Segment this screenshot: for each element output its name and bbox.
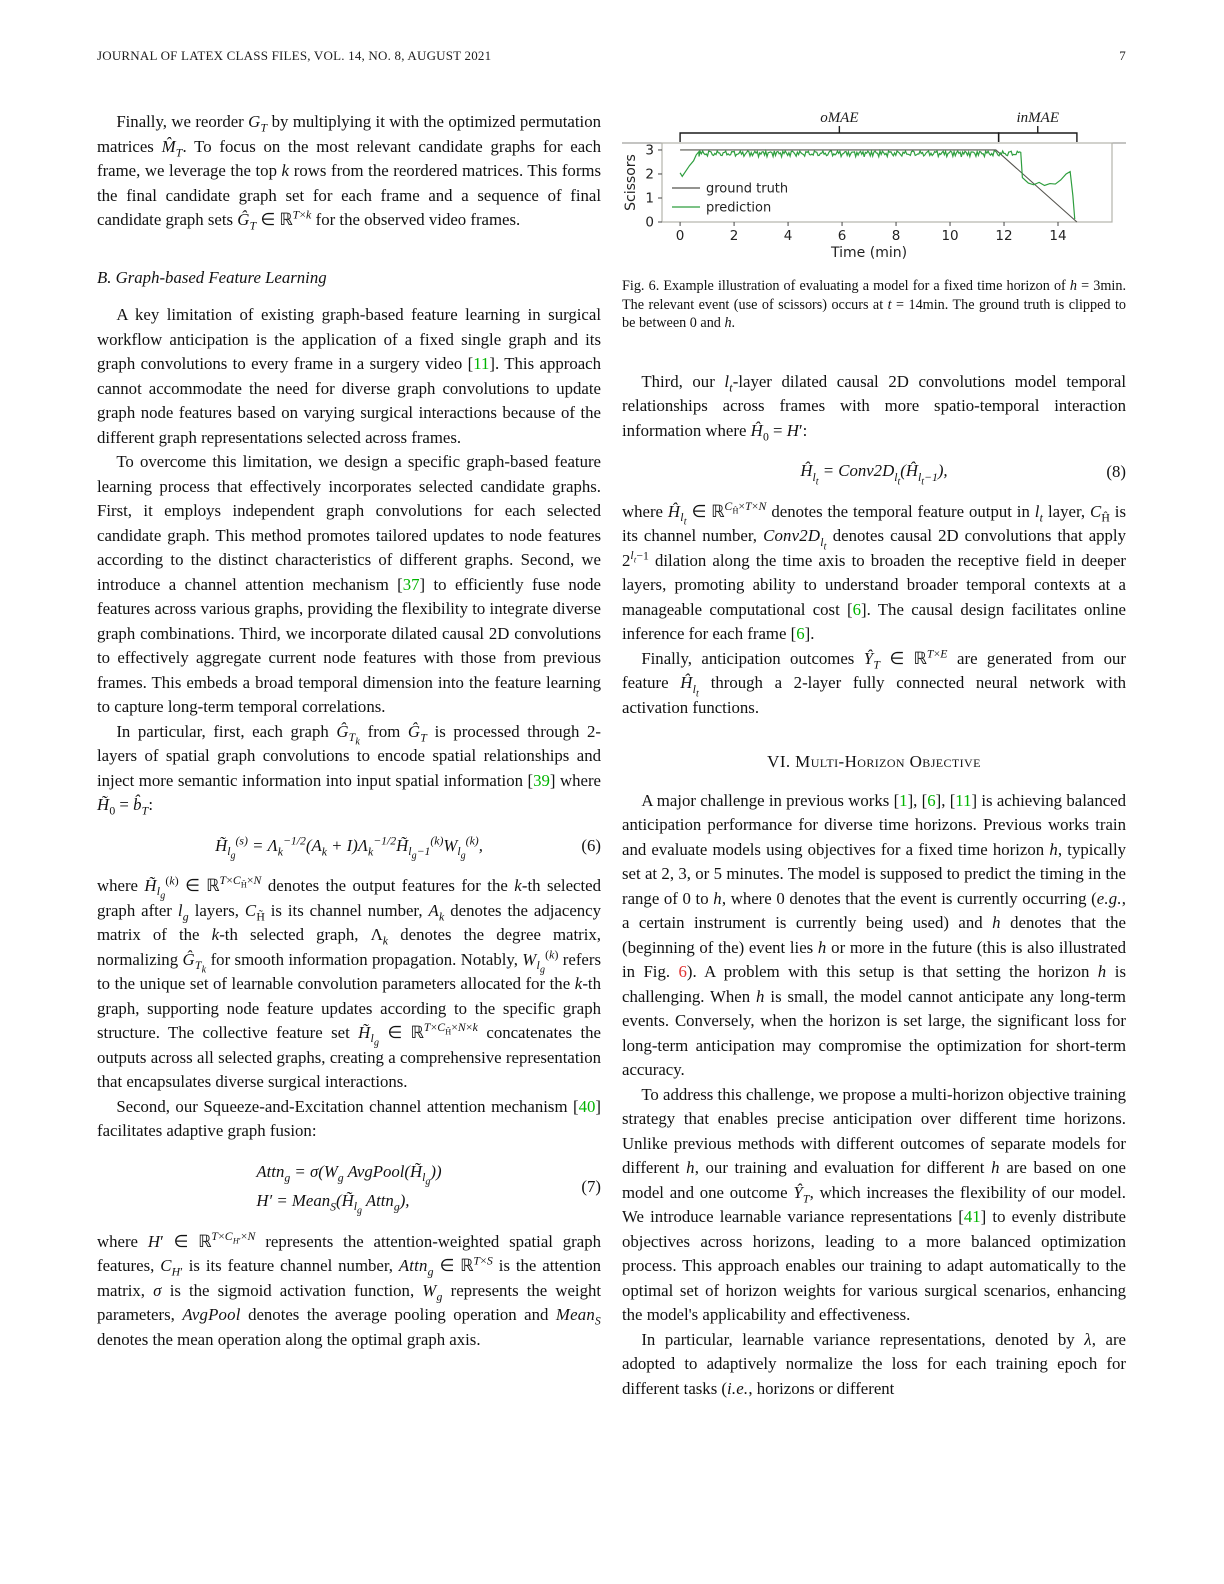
para-key-limitation: A key limitation of existing graph-based feature learning in surgical workflow anticipation is the application of a fixed single graph and its graph convolutions to every frame in a surgery video [11]. This approach cannot accommodate the need for diverse graph convolutions to update graph node features based on varying surgical interactions because of the different graph representations selected across frames. <box>97 305 601 447</box>
right-column <box>622 100 1126 1401</box>
para-address-challenge: To address this challenge, we propose a multi-horizon objective training strategy that enables precise anticipation over different time horizons. Unlike previous methods with different outcomes of separate models for different h, our training and evaluation for different h are based on one model and one outcome $Ŷ_T$, which increases the flexibility of our model. We introduce learnable variance representations [41] to evenly distribute objectives across horizons, leading to a more balanced optimization process. This approach enables our training to adapt automatically to the optimal set of horizon weights for various surgical scenarios, enhancing the model's applicability and effectiveness. <box>622 1084 1126 1325</box>
x-tick-label: 6 <box>837 228 847 244</box>
equation-8-number: (8) <box>1106 461 1126 481</box>
equation-7 <box>97 1160 601 1217</box>
citation-link[interactable]: 6 <box>927 790 936 810</box>
equation-6-body: $H̃_{l_g}^{(s)} = \Lambda_k^{-1/2}(A_k$ + $I)\Lambda_k^{-1/2}H̃_{l_g-1}^{(k)}W_{l_g}^{(k)}$, <box>215 833 483 862</box>
citation-link[interactable]: 6 <box>796 624 805 644</box>
y-tick-label: 1 <box>645 190 654 207</box>
figure-6-chart <box>622 100 1126 268</box>
para-where-temporal: where $Ĥ_{l_t}$ ∈ ℝ$^{C_Ĥ\times T\times N}$ denotes the temporal feature output in $l_t$ layer, $C_Ĥ$ is its channel number, $Conv2D_{l_t}$ denotes causal 2D convolutions that apply $2^{l_t-1}$ dilation along the time axis to broaden the receptive field in deeper layers, promoting ability to understand broader temporal contexts at a manageable computational cost [6]. The causal design facilitates online inference for each frame [6]. <box>622 500 1126 644</box>
x-tick-label: 12 <box>995 228 1013 244</box>
page-number: 7 <box>1119 48 1126 63</box>
x-tick-label: 14 <box>1049 228 1067 244</box>
equation-6 <box>97 833 601 862</box>
equation-7-line1: Attn$_g$ = $\sigma(W_g$ $AvgPool(H̃_{l_g})$) <box>256 1161 442 1188</box>
x-tick-label: 4 <box>783 228 793 244</box>
citation-link[interactable]: 1 <box>899 790 908 810</box>
figure-6-caption: Fig. 6. Example illustration of evaluating a model for a fixed time horizon of h = 3min. The relevant event (use of scissors) occurs at t = 14min. The ground truth is clipped to be between 0 and h. <box>622 278 1126 332</box>
citation-link[interactable]: 40 <box>578 1096 596 1116</box>
x-tick-label: 10 <box>941 228 959 244</box>
citation-link[interactable]: 37 <box>402 574 420 594</box>
figure-reference[interactable]: 6 <box>678 962 687 982</box>
citation-link[interactable]: 39 <box>533 770 550 790</box>
para-in-particular-first: In particular, first, each graph $Ĝ_{T_k}$ from $Ĝ_T$ is processed through 2-layers of spatial graph convolutions to encode spatial relationships and inject more semantic information into input spatial information [39] where $H̃_0$ = $b̂_T$: <box>97 721 601 818</box>
citation-link[interactable]: 11 <box>955 790 972 810</box>
x-tick-label: 8 <box>891 228 901 244</box>
citation-link[interactable]: 11 <box>473 354 490 373</box>
section-heading-vi: VI. Multi-Horizon Objective <box>767 752 981 772</box>
y-axis-label: Scissors <box>623 154 639 211</box>
section-heading-b: B. Graph-based Feature Learning <box>97 267 327 287</box>
para-learnable-variance: In particular, learnable variance representations, denoted by λ, are adopted to adaptively normalize the loss for each training epoch for different tasks (i.e., horizons or different <box>622 1329 1126 1398</box>
equation-7-body <box>256 1160 442 1217</box>
annotation-bracket <box>999 126 1077 142</box>
x-axis-label: Time (min) <box>831 245 908 261</box>
figure-6 <box>622 100 1126 333</box>
y-tick-label: 3 <box>645 142 654 159</box>
equation-8 <box>622 459 1126 487</box>
citation-link[interactable]: 6 <box>852 599 862 619</box>
equation-6-number: (6) <box>581 835 601 855</box>
left-column <box>97 110 601 1352</box>
y-tick-label: 2 <box>645 166 654 183</box>
annotation-bracket <box>680 126 999 142</box>
para-overcome-limitation: To overcome this limitation, we design a specific graph-based feature learning process that effectively incorporates selected candidate graphs. First, it employs independent graph convolutions for each selected candidate graph. This method promotes tailored updates to node features according to the distinct characteristics of different graphs. Second, we introduce a channel attention mechanism [37] to efficiently fuse node features across various graphs, providing the flexibility to integrate diverse graph combinations. Third, we incorporate dilated causal 2D convolutions to effectively aggregate current node features with those from previous frames. This embeds a broad temporal dimension into the feature learning to capture long-term temporal correlations. <box>97 452 601 716</box>
para-finally-outcomes: Finally, anticipation outcomes $Ŷ_T$ ∈ ℝ$^{T\times E}$ are generated from our feature $Ĥ_{l_t}$ through a 2-layer fully connected neural network with activation functions. <box>622 647 1126 717</box>
citation-link[interactable]: 41 <box>963 1207 981 1227</box>
para-reorder-gt: Finally, we reorder $G_T$ by multiplying it with the optimized permutation matrices $M̂_T$. To focus on the most relevant candidate graphs for each frame, we leverage the top k rows from the reordered matrices. This forms the final candidate graph set for each frame and a sequence of final candidate graph sets $Ĝ_T$ ∈ ℝ$^{T\times k}$ for the observed video frames. <box>97 112 601 233</box>
para-where-output-features: where $H̃_{l_g}^{(k)}$ ∈ ℝ$^{T\times C_{H̃}\times N}$ denotes the output features for the k-th selected graph after $l_g$ layers, $C_{H̃}$ is its channel number, $A_k$ denotes the adjacency matrix of the k-th selected graph, $\Lambda_k$ denotes the degree matrix, normalizing $Ĝ_{T_k}$ for smooth information propagation. Notably, $W_{l_g}^{(k)}$ refers to the unique set of learnable convolution parameters allocated for the k-th graph, supporting node feature updates according to the specific graph structure. The collective feature set $H̃_{l_g}$ ∈ ℝ$^{T\times C_{H̃}\times N\times k}$ concatenates the outputs across all selected graphs, creating a comprehensive representation that encapsulates diverse surgical interactions. <box>97 874 602 1091</box>
equation-8-body: $Ĥ_{l_t}$ = $Conv2D_{l_t}(Ĥ_{l_t-1})$, <box>800 461 948 487</box>
legend-ground-truth-label: ground truth <box>706 181 789 197</box>
page-header <box>97 48 1126 64</box>
y-tick-label: 0 <box>645 214 654 231</box>
x-tick-label: 0 <box>675 228 685 244</box>
legend-prediction-label: prediction <box>706 200 772 216</box>
equation-7-number: (7) <box>581 1176 601 1196</box>
x-tick-label: 2 <box>729 228 739 244</box>
para-major-challenge: A major challenge in previous works [1], [6], [11] is achieving balanced anticipation performance for diverse time horizons. Previous works train and evaluate models using objectives for a fixed time horizon h, typically set at 2, 3, or 5 minutes. The model is supposed to predict the timing in the range of 0 to h, where 0 denotes that the event is currently occurring (e.g., a certain instrument is currently being used) and h denotes that the (beginning of the) event lies h or more in the future (this is also illustrated in Fig. 6). A problem with this setup is that setting the horizon h is challenging. When h is small, the model cannot anticipate any long-term events. Conversely, when the horizon is set large, the significant loss for long-term anticipation may compromise the optimization for short-term accuracy. <box>622 790 1127 1080</box>
equation-7-line2: $H' = Mean_S(H̃_{l_g}$ Attn$_g$), <box>256 1191 410 1217</box>
annotation-label: inMAE <box>1016 110 1060 126</box>
journal-title: JOURNAL OF LATEX CLASS FILES, VOL. 14, NO. 8, AUGUST 2021 <box>97 48 492 63</box>
para-third-dilated: Third, our $l_t$-layer dilated causal 2D convolutions model temporal relationships across frames with more spatio-temporal interaction information where $Ĥ_0 = H'$: <box>622 371 1126 444</box>
para-squeeze-excitation: Second, our Squeeze-and-Excitation channel attention mechanism [40] facilitates adaptive graph fusion: <box>97 1096 601 1140</box>
para-where-attention: where H′ ∈ ℝ$^{T\times C_{H'}\times N}$ represents the attention-weighted spatial graph features, $C_{H'}$ is its feature channel number, Attn$_g$ ∈ ℝ$^{T\times S}$ is the attention matrix, σ is the sigmoid activation function, $W_g$ represents the weight parameters, AvgPool denotes the average pooling operation and Mean$_S$ denotes the mean operation along the optimal graph axis. <box>97 1229 602 1349</box>
annotation-label: oMAE <box>820 110 859 126</box>
